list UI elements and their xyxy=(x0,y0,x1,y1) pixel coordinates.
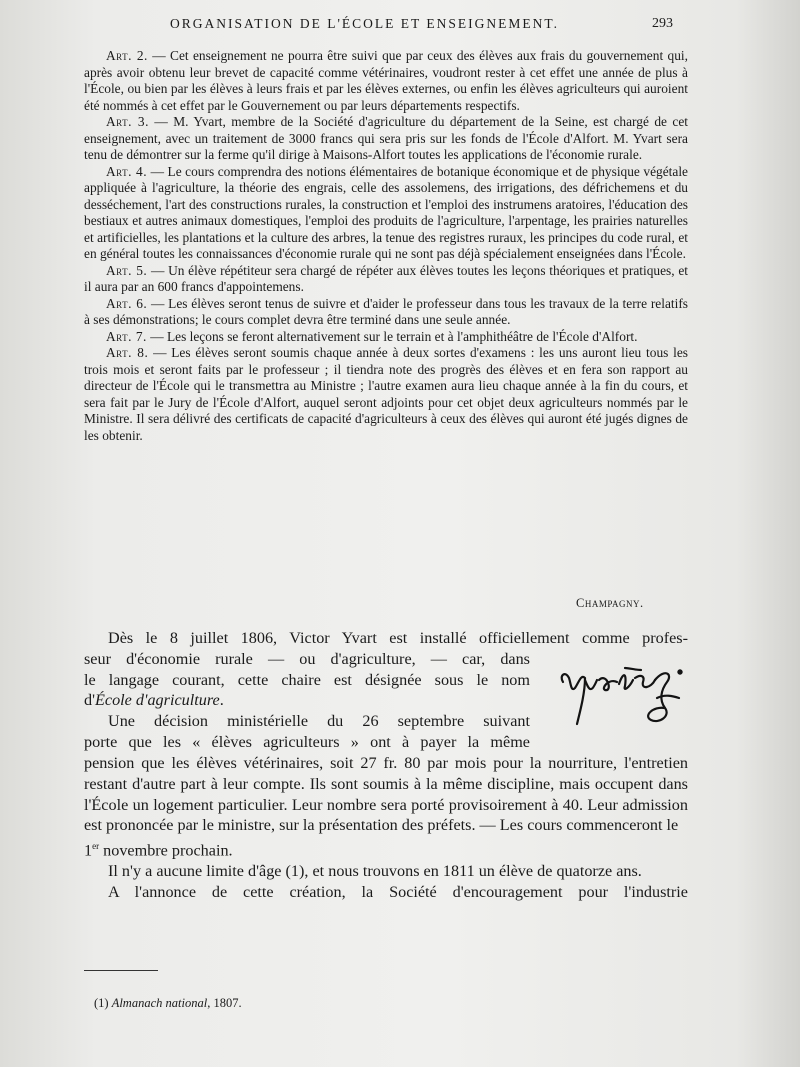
decree-signature: Champagny. xyxy=(576,596,644,610)
article-6: Art. 6. — Les élèves seront tenus de suivre et d'aider le professeur dans tous les travaux de la terre relatifs à ses démonstrations; le cours complet devra être terminé dans une seule année. xyxy=(84,295,688,327)
article-4: Art. 4. — Le cours comprendra des notions élémentaires de botanique économique et de physique végétale appliquée à l'agriculture, la théorie des engrais, celle des assolemens, des irrigations, des défrichemens et du desséchement, l'art des constructions rurales, la construction et l'emploi des instrumens aratoires, l'éducation des bestiaux et autres animaux domestiques, l'emploi des produits de l'agriculture, l'arpentage, les prairies naturelles et artificielles, les plantations et la culture des arbres, la tenue des registres ruraux, les principes du code rural, et en général toutes les connaissances d'économie rurale qui ne sont pas déjà spécialement enseignées dans l'École. xyxy=(84,163,689,261)
paragraph-4: A l'annonce de cette création, la Société d'encouragement pour l'industrie xyxy=(108,883,688,902)
paragraph-1-narrow: seur d'économie rurale — ou d'agriculture, — car, dans le langage courant, cette chaire est désignée sous le nom d'École d'agriculture. Une décision ministérielle du 26 septembre suivant porte que les « élèves agriculteurs » ont à payer la même xyxy=(84,649,530,751)
footnote: (1) Almanach national, 1807. xyxy=(94,996,242,1010)
article-3: Art. 3. — M. Yvart, membre de la Société d'agriculture du département de la Seine, est chargé de cet enseignement, avec un traitement de 3000 francs qui sera pris sur les fonds de l'École d'Alfort. M. Yvart sera tenu de démontrer sur la ferme qu'il dirige à Maisons-Alfort toutes les applications de l'économie rurale. xyxy=(84,114,688,162)
yvart-signature-image xyxy=(555,658,695,748)
article-7: Art. 7. — Les leçons se feront alternativement sur le terrain et à l'amphithéâtre de l'École d'Alfort. xyxy=(106,328,638,344)
paragraph-3: Il n'y a aucune limite d'âge (1), et nous trouvons en 1811 un élève de quatorze ans. xyxy=(108,862,642,881)
article-2: Art. 2. — Cet enseignement ne pourra être suivi que par ceux des élèves aux frais du gouvernement qui, après avoir obtenu leur brevet de capacité comme vétérinaires, voudront rester à cet effet une année de plus à l'École, ou bien par les élèves à leurs frais et par les élèves externes, ou enfin les élèves agriculteurs qui auroient été nommés à cet effet par le Gouvernement ou par leurs départements respectifs. xyxy=(84,48,688,113)
paragraph-1-first-line: Dès le 8 juillet 1806, Victor Yvart est installé officiellement comme profes- xyxy=(108,629,688,647)
italic-ecole: École d'agriculture xyxy=(95,691,220,710)
running-header: ORGANISATION DE L'ÉCOLE ET ENSEIGNEMENT. xyxy=(170,16,560,31)
page-number: 293 xyxy=(652,16,673,31)
article-5: Art. 5. — Un élève répétiteur sera chargé de répéter aux élèves toutes les leçons théoriques et pratiques, et il aura par an 600 francs d'appointemens. xyxy=(84,262,688,294)
decree-articles xyxy=(84,48,688,444)
article-8: Art. 8. — Les élèves seront soumis chaque année à deux sortes d'examens : les uns auront lieu tous les trois mois et seront faits par le professeur ; il tiendra note des progrès des élèves et en fera son rapport au directeur de l'École qui le transmettra au Ministre ; l'autre examen aura lieu chaque année à la fin du cours, et sera fait par le Jury de l'École d'Alfort, auquel seront adjoints pour cet objet deux agriculteurs nommés par le Ministre. Il sera délivré des certificats de capacité d'agriculteurs à ceux des élèves qui auront été jugés dignes de les obtenir. xyxy=(84,345,688,443)
footnote-rule xyxy=(84,970,158,971)
paragraph-2: pension que les élèves vétérinaires, soit 27 fr. 80 par mois pour la nourriture, l'entretien restant d'autre part à leur compte. Ils sont soumis à la même discipline, mais occupent dans l'École un logement particulier. Leur nombre sera porté provisoirement à 40. Leur admission est prononcée par le ministre, sur la présentation des préfets. — Les cours commenceront le 1er novembre prochain. Il n'y a aucune limite d'âge (1), et nous trouvons en 1811 un élève de quatorze ans. A l'annonce de cette création, la Société d'encouragement pour l'industrie xyxy=(84,754,688,902)
